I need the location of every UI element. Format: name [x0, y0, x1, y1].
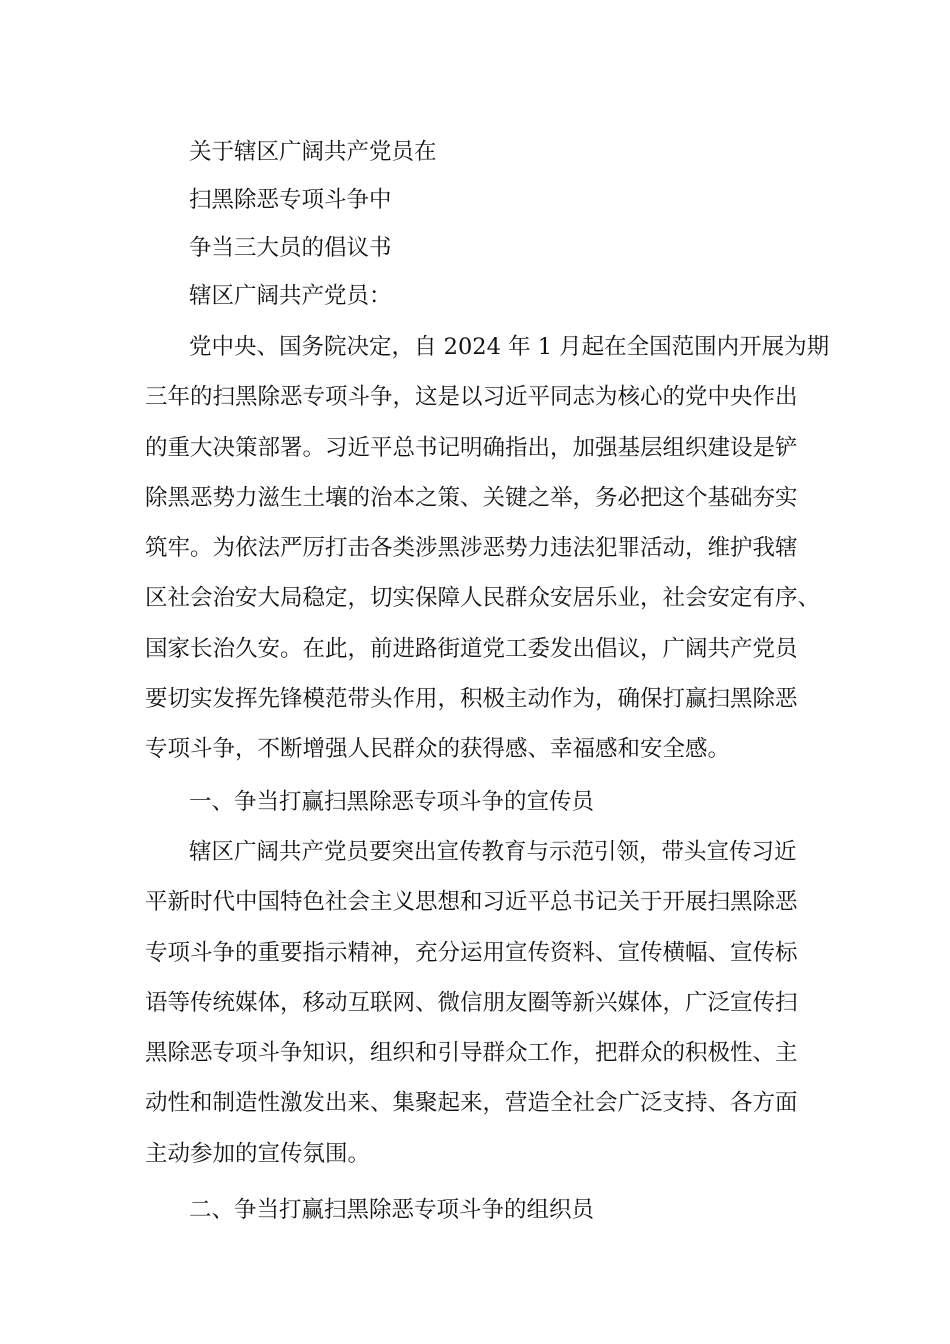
- section-heading-2: 二、争当打赢扫黑除恶专项斗争的组织员: [189, 1197, 595, 1224]
- salutation: 辖区广阔共产党员：: [189, 283, 392, 309]
- section-heading-1: 一、争当打赢扫黑除恶专项斗争的宣传员: [189, 788, 595, 815]
- title-line-2: 扫黑除恶专项斗争中: [189, 187, 392, 213]
- paragraph-line: 平新时代中国特色社会主义思想和习近平总书记关于开展扫黑除恶: [145, 889, 798, 916]
- paragraph-line: 黑除恶专项斗争知识，组织和引导群众工作，把群众的积极性、主: [145, 1040, 798, 1067]
- paragraph-line: 辖区广阔共产党员要突出宣传教育与示范引领，带头宣传习近: [189, 838, 797, 865]
- title-line-3: 争当三大员的倡议书: [189, 235, 392, 261]
- paragraph-line: 三年的扫黑除恶专项斗争，这是以习近平同志为核心的党中央作出: [145, 384, 798, 411]
- paragraph-line: 专项斗争的重要指示精神，充分运用宣传资料、宣传横幅、宣传标: [145, 939, 798, 966]
- paragraph-line: 要切实发挥先锋模范带头作用，积极主动作为，确保打赢扫黑除恶: [145, 686, 798, 713]
- paragraph-1: [145, 322, 830, 775]
- paragraph-line: 区社会治安大局稳定，切实保障人民群众安居乐业，社会安定有序、: [145, 585, 821, 612]
- paragraph-line: 除黑恶势力滋生土壤的治本之策、关键之举，务必把这个基础夯实: [145, 484, 798, 511]
- paragraph-line: 党中央、国务院决定，自 2024 年 1 月起在全国范围内开展为期: [189, 334, 830, 360]
- title-line-1: 关于辖区广阔共产党员在: [189, 139, 437, 165]
- paragraph-line: 专项斗争，不断增强人民群众的获得感、幸福感和安全感。: [145, 736, 731, 763]
- paragraph-line: 动性和制造性激发出来、集聚起来，营造全社会广泛支持、各方面: [145, 1090, 798, 1117]
- paragraph-line: 语等传统媒体，移动互联网、微信朋友圈等新兴媒体，广泛宣传扫: [145, 989, 798, 1016]
- section-1: [145, 777, 815, 1179]
- document-body: [145, 128, 830, 1235]
- paragraph-line: 的重大决策部署。习近平总书记明确指出，加强基层组织建设是铲: [145, 434, 798, 461]
- paragraph-line: 筑牢。为依法严厉打击各类涉黑涉恶势力违法犯罪活动，维护我辖: [145, 535, 798, 562]
- paragraph-line: 主动参加的宣传氛围。: [145, 1140, 371, 1167]
- paragraph-line: 国家长治久安。在此，前进路街道党工委发出倡议，广阔共产党员: [145, 635, 798, 662]
- section-2: [145, 1185, 815, 1235]
